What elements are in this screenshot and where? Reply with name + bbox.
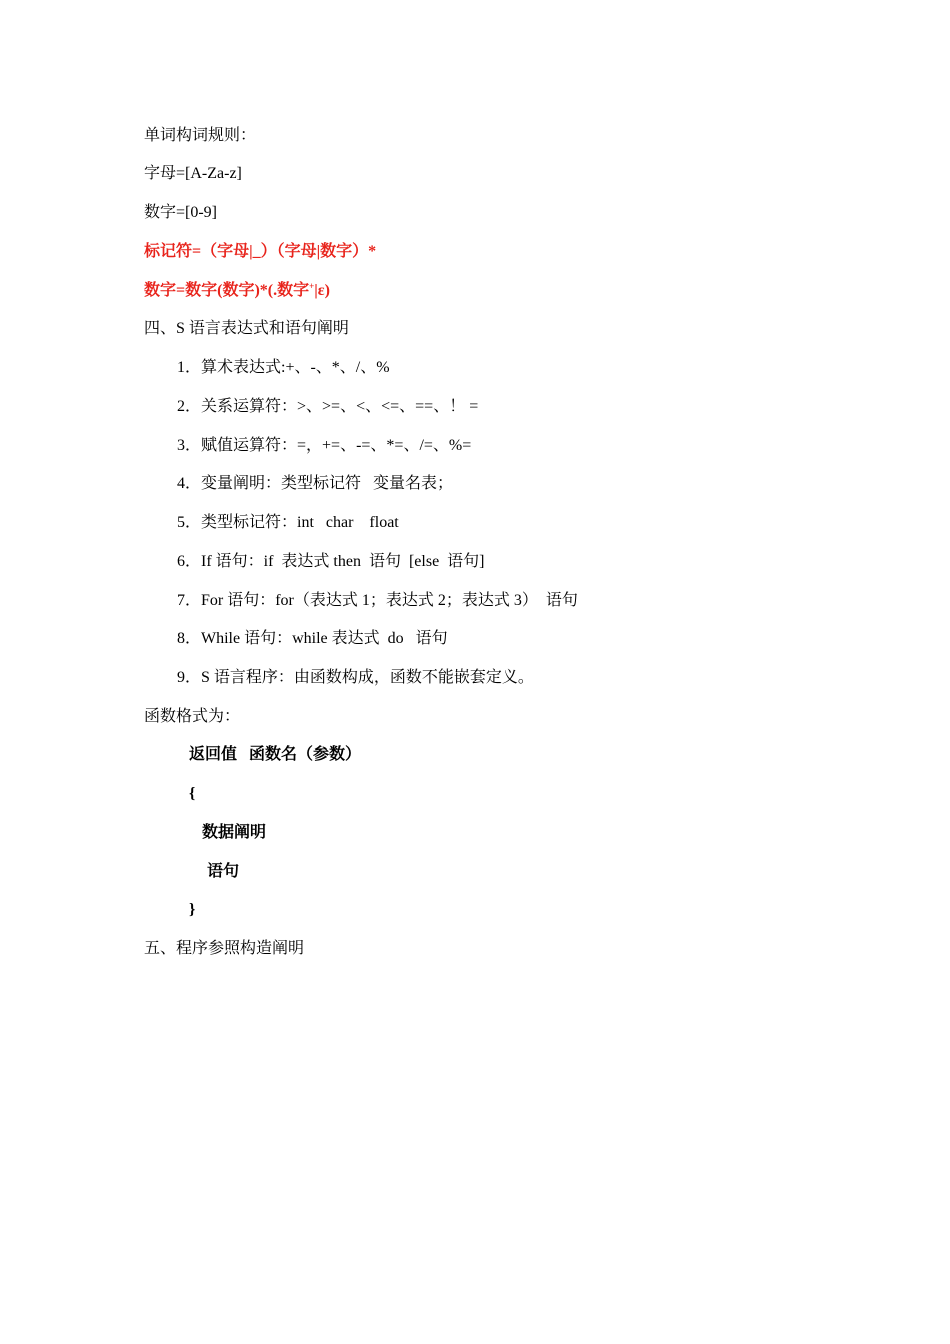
list-item: 5．类型标记符：int char float bbox=[177, 514, 399, 531]
list-item: 4．变量阐明：类型标记符 变量名表； bbox=[177, 475, 454, 492]
number-rule-suffix: |ε) bbox=[314, 282, 330, 299]
list-item: 3．赋值运算符：=，+=、-=、*=、/=、%= bbox=[177, 437, 472, 454]
number-rule-prefix: 数字=数字(数字)*(.数字 bbox=[144, 282, 310, 299]
data-declaration: 数据阐明 bbox=[202, 824, 267, 841]
number-rule-superscript: + bbox=[309, 281, 315, 291]
number-rule bbox=[144, 281, 330, 301]
section-4-heading: 四、S 语言表达式和语句阐明 bbox=[144, 320, 349, 337]
open-brace: { bbox=[189, 785, 196, 802]
list-item: 2．关系运算符：>、>=、<、<=、==、！ = bbox=[177, 398, 479, 415]
identifier-rule: 标记符=（字母|_）（字母|数字）* bbox=[144, 243, 377, 260]
word-rules-heading: 单词构词规则： bbox=[144, 127, 257, 144]
digit-rule: 数字=[0-9] bbox=[144, 204, 218, 221]
list-item: 7．For 语句：for（表达式 1；表达式 2；表达式 3） 语句 bbox=[177, 592, 578, 609]
list-item: 1．算术表达式:+、-、*、/、% bbox=[177, 359, 390, 376]
list-item: 8．While 语句：while 表达式 do 语句 bbox=[177, 630, 448, 647]
list-item: 6．If 语句：if 表达式 then 语句 [else 语句] bbox=[177, 553, 485, 570]
close-brace: } bbox=[189, 901, 196, 918]
function-signature: 返回值 函数名（参数） bbox=[189, 746, 362, 763]
letter-rule: 字母=[A-Za-z] bbox=[144, 165, 242, 182]
statement: 语句 bbox=[207, 863, 240, 880]
section-5-heading: 五、程序参照构造阐明 bbox=[144, 940, 305, 957]
function-format-heading: 函数格式为： bbox=[144, 708, 241, 725]
list-item: 9．S 语言程序：由函数构成，函数不能嵌套定义。 bbox=[177, 669, 534, 686]
